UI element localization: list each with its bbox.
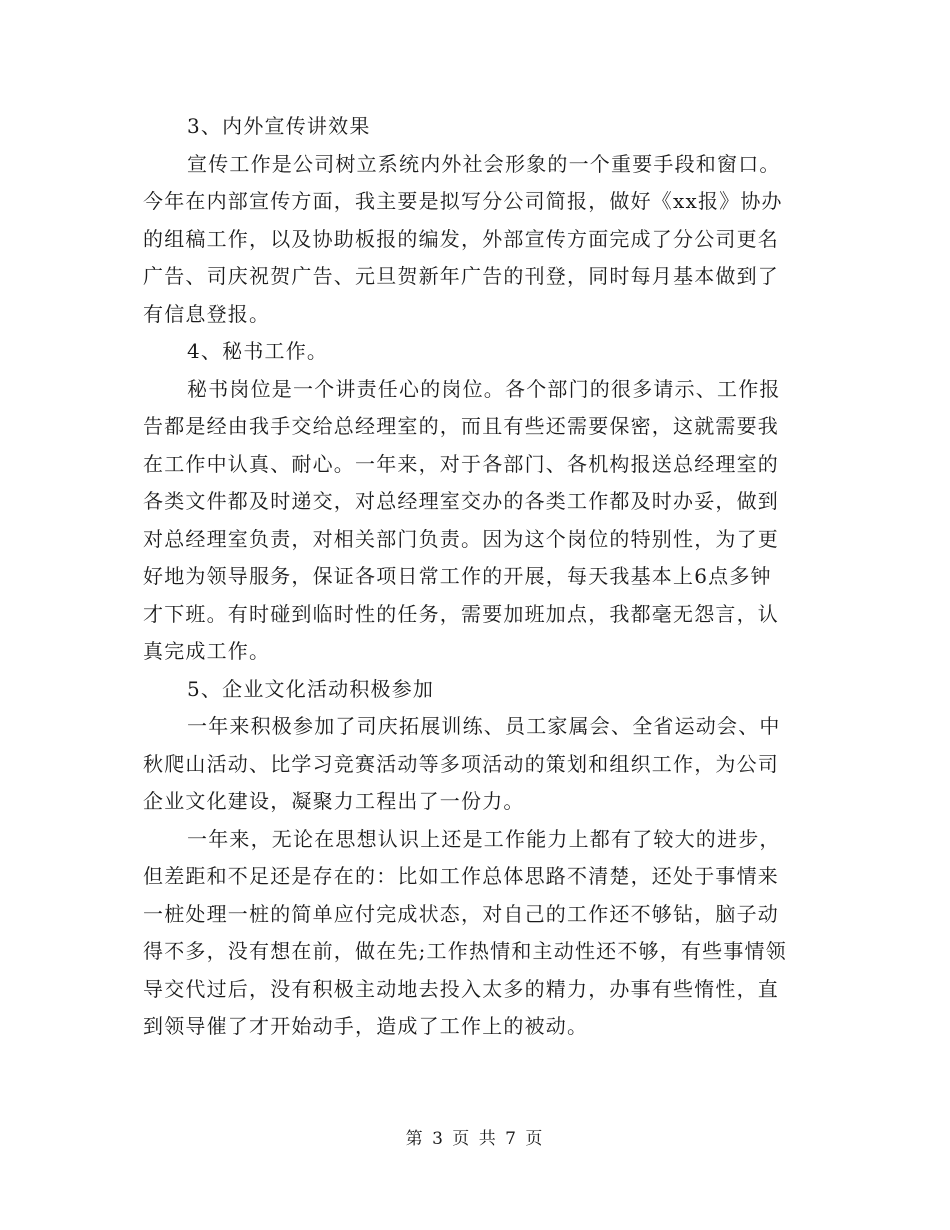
text-line: 一年来，无论在思想认识上还是工作能力上都有了较大的进步， xyxy=(187,826,781,851)
text-line: 一桩处理一桩的简单应付完成状态，对自己的工作还不够钻，脑子动 xyxy=(143,901,779,926)
text-line: 企业文化建设，凝聚力工程出了一份力。 xyxy=(143,789,525,813)
text-line: 好地为领导服务，保证各项日常工作的开展，每天我基本上6点多钟 xyxy=(143,564,772,588)
section-heading: 5、企业文化活动积极参加 xyxy=(187,676,435,701)
text-line: 到领导催了才开始动手，造成了工作上的被动。 xyxy=(143,1014,589,1038)
text-line: 真完成工作。 xyxy=(143,639,271,663)
text-line: 秋爬山活动、比学习竞赛活动等多项活动的策划和组织工作，为公司 xyxy=(143,751,779,776)
paragraph xyxy=(143,146,803,334)
paragraph xyxy=(143,708,803,821)
text-line: 在工作中认真、耐心。一年来，对于各部门、各机构报送总经理室的 xyxy=(143,451,779,476)
text-line: 宣传工作是公司树立系统内外社会形象的一个重要手段和窗口。 xyxy=(187,151,781,176)
document-body xyxy=(143,108,803,1046)
section-heading: 3、内外宣传讲效果 xyxy=(187,114,371,138)
paragraph xyxy=(143,371,803,671)
text-line: 告都是经由我手交给总经理室的，而且有些还需要保密，这就需要我 xyxy=(143,414,779,438)
paragraph xyxy=(143,821,803,1046)
text-line: 的组稿工作，以及协助板报的编发，外部宣传方面完成了分公司更名 xyxy=(143,226,779,251)
text-line: 一年来积极参加了司庆拓展训练、员工家属会、全省运动会、中 xyxy=(187,714,781,738)
text-line: 有信息登报。 xyxy=(143,301,271,326)
text-line: 对总经理室负责，对相关部门负责。因为这个岗位的特别性，为了更 xyxy=(143,526,779,551)
text-line: 秘书岗位是一个讲责任心的岗位。各个部门的很多请示、工作报 xyxy=(187,376,781,401)
text-line: 得不多，没有想在前，做在先;工作热情和主动性还不够，有些事情领 xyxy=(143,939,787,963)
text-line: 今年在内部宣传方面，我主要是拟写分公司简报，做好《xx报》协办 xyxy=(143,189,783,213)
text-line: 广告、司庆祝贺广告、元旦贺新年广告的刊登，同时每月基本做到了 xyxy=(143,264,779,288)
page-number-footer: 第 3 页 共 7 页 xyxy=(405,1129,545,1149)
section-heading: 4、秘书工作。 xyxy=(187,339,329,363)
text-line: 导交代过后，没有积极主动地去投入太多的精力，办事有些惰性，直 xyxy=(143,976,779,1001)
text-line: 各类文件都及时递交，对总经理室交办的各类工作都及时办妥，做到 xyxy=(143,489,779,513)
text-line: 但差距和不足还是存在的：比如工作总体思路不清楚，还处于事情来 xyxy=(143,864,779,888)
text-line: 才下班。有时碰到临时性的任务，需要加班加点，我都毫无怨言，认 xyxy=(143,601,779,626)
